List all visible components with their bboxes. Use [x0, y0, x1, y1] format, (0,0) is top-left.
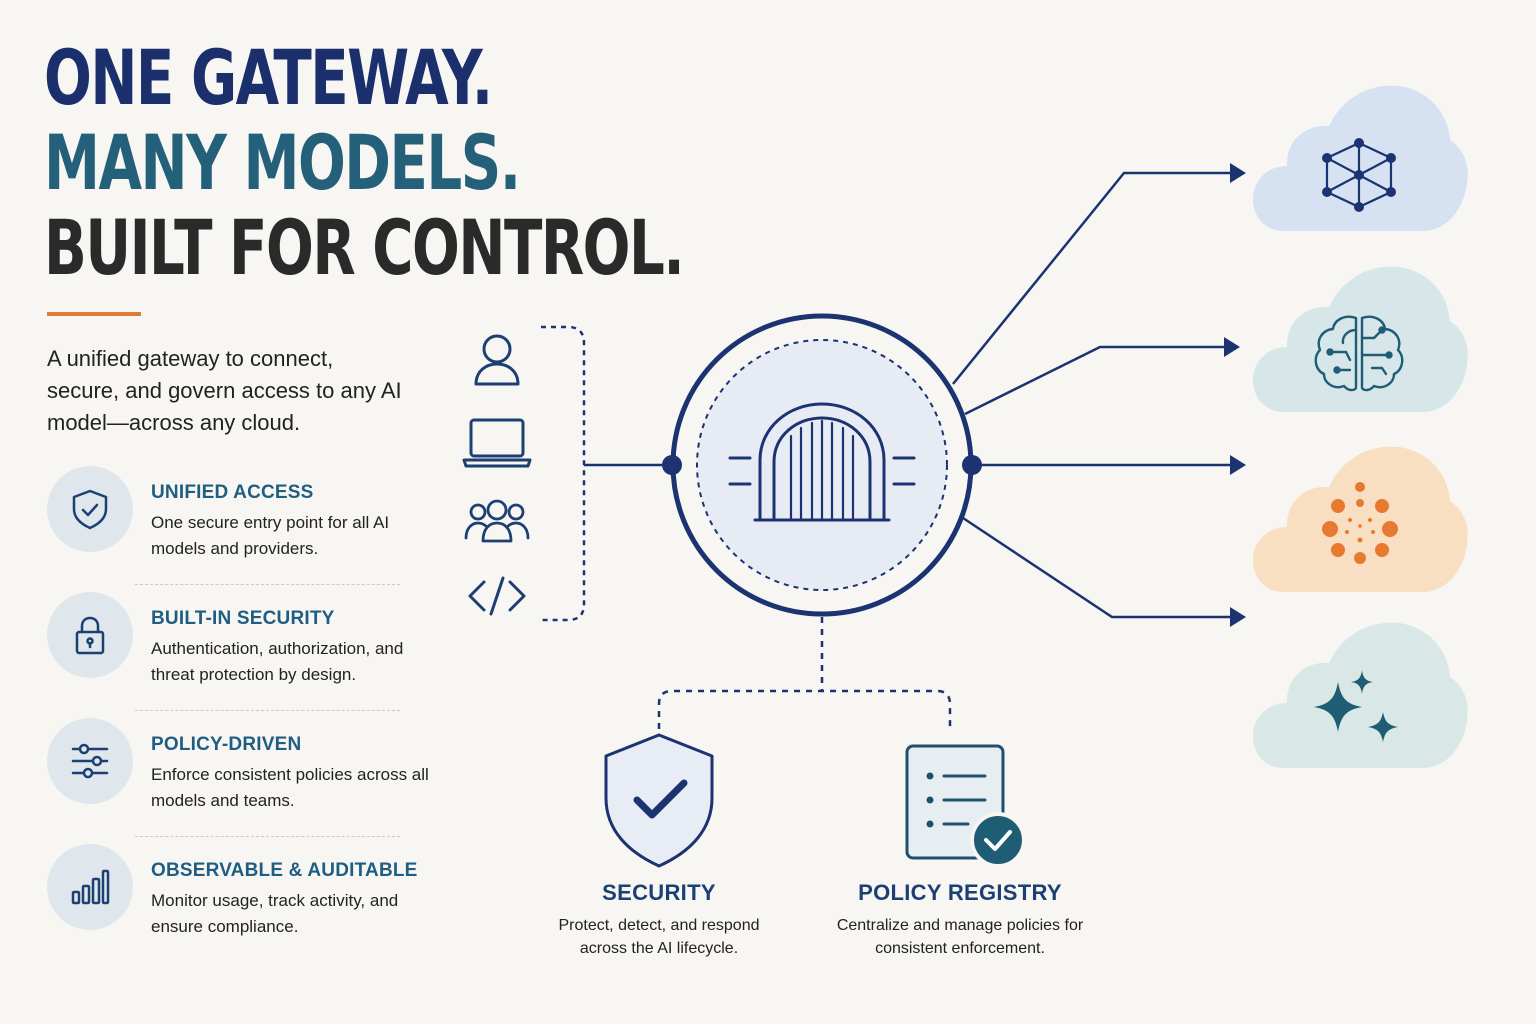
arrow-heads: [1224, 163, 1246, 627]
cloud-sparkle: [1253, 623, 1468, 768]
feature-desc: One secure entry point for all AI models and providers.: [151, 513, 390, 558]
security-shield-icon: [606, 735, 712, 866]
gateway-output-node: [962, 455, 982, 475]
registry-desc: Centralize and manage policies for consistent enforcement.: [836, 917, 1084, 957]
feature-title: UNIFIED ACCESS: [151, 482, 314, 503]
headline-line-3: BUILT FOR CONTROL.: [44, 203, 684, 292]
registry-label: [828, 880, 1092, 960]
gateway-input-node: [662, 455, 682, 475]
headline-line-2: MANY MODELS.: [44, 118, 520, 207]
policy-document-icon: [907, 746, 1024, 866]
cloud-brain: [1253, 267, 1468, 412]
feature-title: POLICY-DRIVEN: [151, 734, 302, 755]
feature-desc: Enforce consistent policies across all models and teams.: [151, 765, 429, 810]
security-desc: Protect, detect, and respond across the AI lifecycle.: [558, 917, 760, 957]
feature-title: BUILT-IN SECURITY: [151, 608, 335, 629]
cloud-orange: [1253, 447, 1468, 592]
user-icon: [476, 336, 518, 384]
security-title: SECURITY: [602, 880, 716, 905]
code-icon: [470, 578, 524, 614]
laptop-icon: [464, 420, 530, 466]
feature-title: OBSERVABLE & AUDITABLE: [151, 860, 418, 881]
feature-desc: Authentication, authorization, and threat protection by design.: [151, 639, 404, 684]
cloud-arrows: [953, 173, 1232, 617]
headline-line-1: ONE GATEWAY.: [44, 33, 492, 122]
team-icon: [466, 501, 528, 541]
sources-bracket: [541, 327, 584, 620]
policy-branch: [659, 617, 950, 729]
intro-text: A unified gateway to connect, secure, and govern access to any AI model—across any cloud.: [47, 346, 402, 435]
registry-title: POLICY REGISTRY: [858, 880, 1062, 905]
security-label: [539, 880, 779, 960]
feature-desc: Monitor usage, track activity, and ensure compliance.: [151, 891, 399, 936]
